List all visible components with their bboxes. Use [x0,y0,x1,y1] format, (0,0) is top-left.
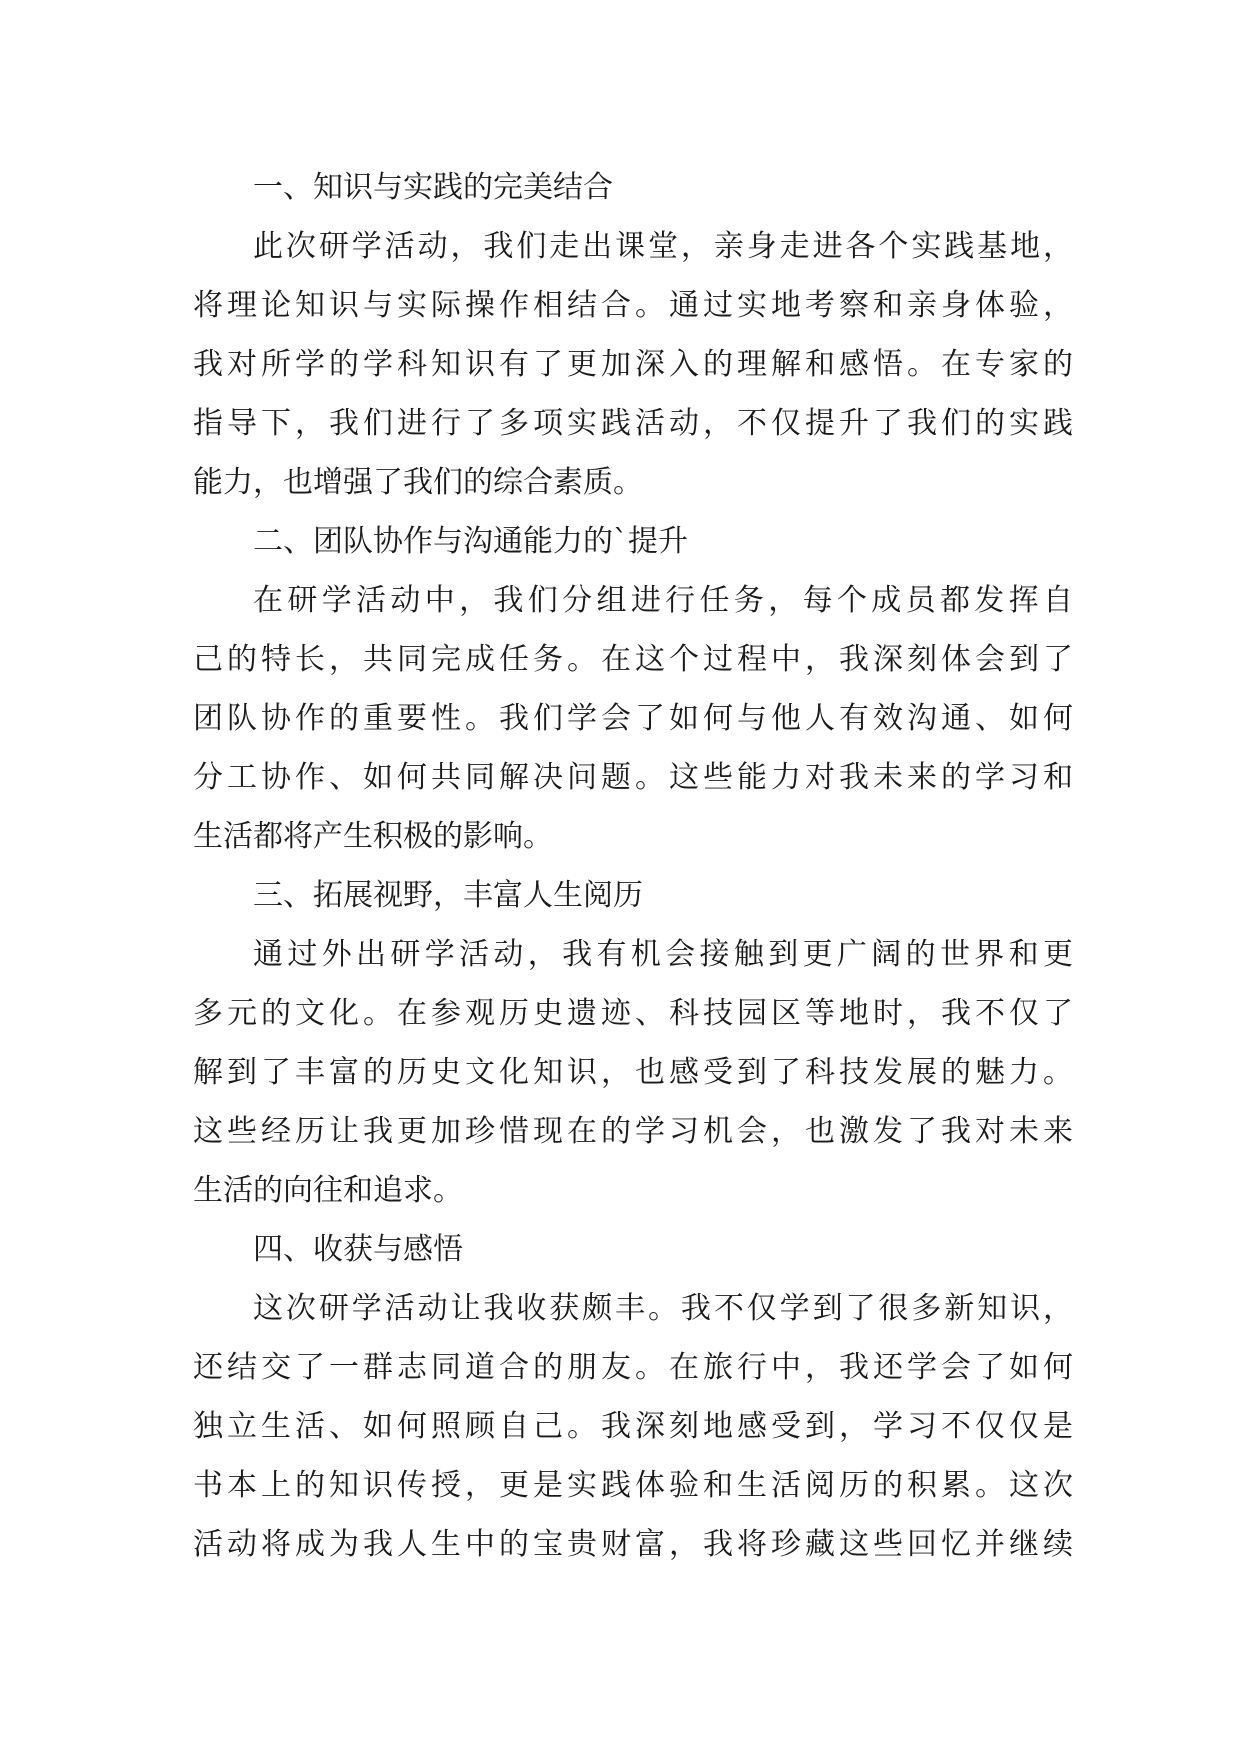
paragraph-line: 这次研学活动让我收获颇丰。我不仅学到了很多新知识， [253,1291,1073,1326]
section-heading-4: 四、收获与感悟 [253,1232,463,1267]
paragraph-line: 独立生活、如何照顾自己。我深刻地感受到，学习不仅仅是 [193,1409,1073,1444]
paragraph-line: 我对所学的学科知识有了更加深入的理解和感悟。在专家的 [193,347,1073,382]
paragraph-line: 在研学活动中，我们分组进行任务，每个成员都发挥自 [253,583,1073,618]
paragraph-line: 己的特长，共同完成任务。在这个过程中，我深刻体会到了 [193,642,1073,677]
paragraph-line: 分工协作、如何共同解决问题。这些能力对我未来的学习和 [193,760,1073,795]
section-heading-1: 一、知识与实践的完美结合 [253,170,613,205]
paragraph-line: 此次研学活动，我们走出课堂，亲身走进各个实践基地， [253,229,1073,264]
paragraph-line: 能力，也增强了我们的综合素质。 [193,465,643,500]
paragraph-line: 生活都将产生积极的影响。 [193,819,553,854]
section-heading-3: 三、拓展视野，丰富人生阅历 [253,878,643,913]
paragraph-line: 团队协作的重要性。我们学会了如何与他人有效沟通、如何 [193,701,1073,736]
paragraph-line: 通过外出研学活动，我有机会接触到更广阔的世界和更 [253,937,1073,972]
document-body [193,158,1073,1574]
section-heading-2: 二、团队协作与沟通能力的`提升 [253,524,688,559]
paragraph-line: 多元的文化。在参观历史遗迹、科技园区等地时，我不仅了 [193,996,1073,1031]
paragraph-line: 这些经历让我更加珍惜现在的学习机会，也激发了我对未来 [193,1114,1073,1149]
paragraph-line: 解到了丰富的历史文化知识，也感受到了科技发展的魅力。 [193,1055,1073,1090]
paragraph-line: 还结交了一群志同道合的朋友。在旅行中，我还学会了如何 [193,1350,1073,1385]
paragraph-line: 将理论知识与实际操作相结合。通过实地考察和亲身体验， [193,288,1073,323]
paragraph-line: 书本上的知识传授，更是实践体验和生活阅历的积累。这次 [193,1468,1073,1503]
paragraph-line: 活动将成为我人生中的宝贵财富，我将珍藏这些回忆并继续 [193,1527,1073,1562]
paragraph-line: 指导下，我们进行了多项实践活动，不仅提升了我们的实践 [193,406,1073,441]
paragraph-line: 生活的向往和追求。 [193,1173,463,1208]
